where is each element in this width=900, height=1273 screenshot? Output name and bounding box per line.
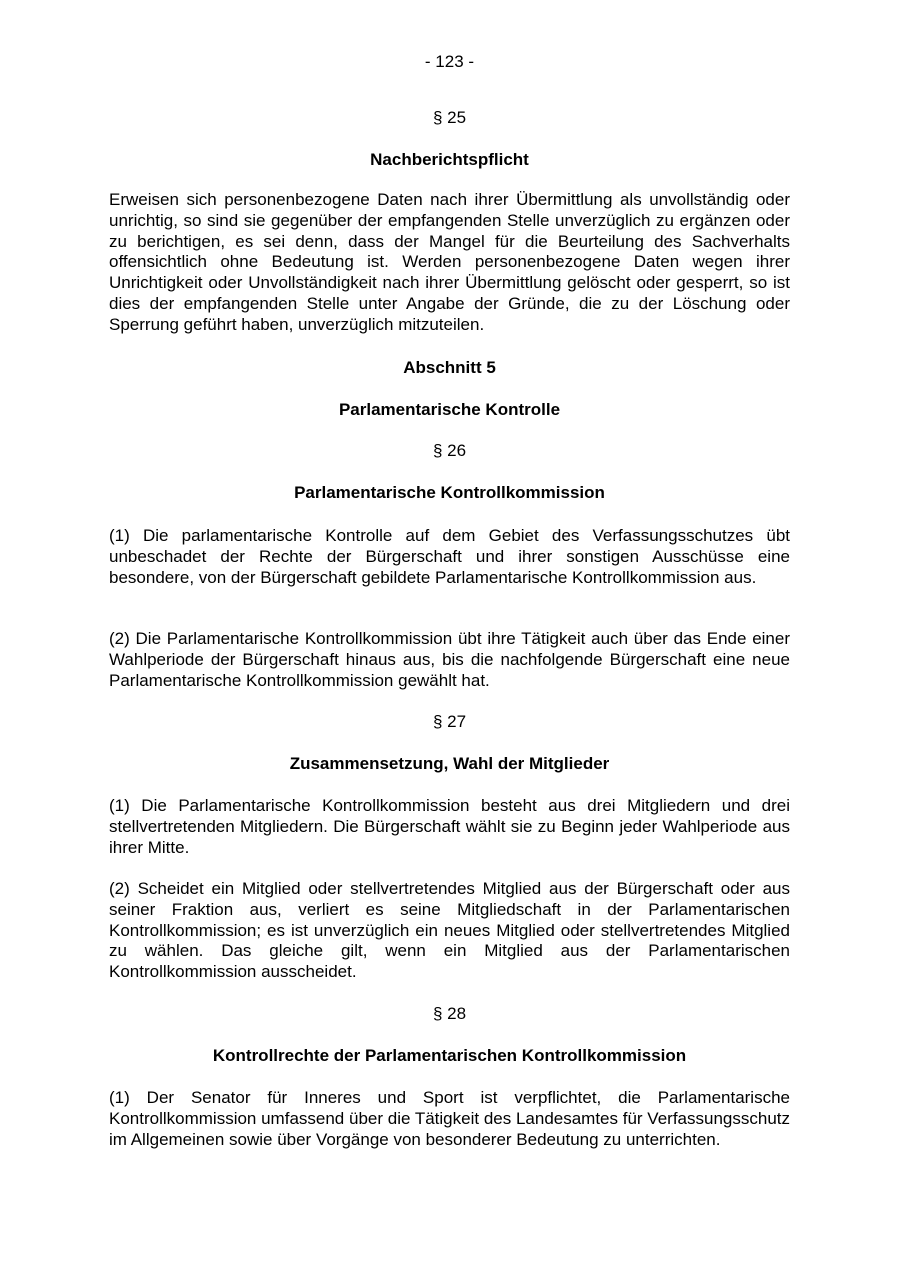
section-25-number: § 25 [432, 108, 467, 127]
section-26-number: § 26 [432, 441, 467, 460]
section-27-title: Zusammensetzung, Wahl der Mitglieder [289, 754, 610, 773]
section-28-paragraph-1: (1) Der Senator für Inneres und Sport ist verpflichtet, die Parlamentarische Kontrollkommission umfassend über die Tätigkeit des Landesamtes für Verfassungsschutz im Allgemeinen sowie über Vorgänge von besonderer Bedeutung zu unterrichten. [109, 1088, 790, 1149]
section-27-paragraph-1: (1) Die Parlamentarische Kontrollkommission besteht aus drei Mitgliedern und drei stellvertretenden Mitgliedern. Die Bürgerschaft wählt sie zu Beginn jeder Wahlperiode aus ihrer Mitte. [109, 796, 790, 857]
section-27-paragraph-2: (2) Scheidet ein Mitglied oder stellvertretendes Mitglied aus der Bürgerschaft oder aus seiner Fraktion aus, verliert es seine Mitgliedschaft in der Parlamentarischen Kontrollkommission; es ist unverzüglich ein neues Mitglied oder stellvertretendes Mitglied zu wählen. Das gleiche gilt, wenn ein Mitglied aus der Parlamentarischen Kontrollkommission ausscheidet. [109, 879, 790, 982]
section-26-title: Parlamentarische Kontrollkommission [294, 483, 605, 502]
section-28-title: Kontrollrechte der Parlamentarischen Kontrollkommission [212, 1046, 687, 1065]
section-28-number: § 28 [432, 1004, 467, 1023]
section-25-title: Nachberichtspflicht [370, 150, 529, 169]
section-26-paragraph-1: (1) Die parlamentarische Kontrolle auf dem Gebiet des Verfassungsschutzes übt unbeschadet der Rechte der Bürgerschaft und ihrer sonstigen Ausschüsse eine besondere, von der Bürgerschaft gebildete Parlamentarische Kontrollkommission aus. [109, 526, 790, 587]
section-27-number: § 27 [432, 712, 467, 731]
section-26-paragraph-2: (2) Die Parlamentarische Kontrollkommission übt ihre Tätigkeit auch über das Ende einer Wahlperiode der Bürgerschaft hinaus aus, bis die nachfolgende Bürgerschaft eine neue Parlamentarische Kontrollkommission gewählt hat. [109, 629, 790, 690]
section-25-paragraph: Erweisen sich personenbezogene Daten nach ihrer Übermittlung als unvollständig oder unrichtig, so sind sie gegenüber der empfangenden Stelle unverzüglich zu ergänzen oder zu berichtigen, es sei denn, dass der Mangel für die Beurteilung des Sachverhalts offensichtlich ohne Bedeutung ist. Werden personenbezogene Daten wegen ihrer Unrichtigkeit oder Unvollständigkeit nach ihrer Übermittlung gelöscht oder gesperrt, so ist dies der empfangenden Stelle unter Angabe der Gründe, die zu der Löschung oder Sperrung geführt haben, unverzüglich mitzuteilen. [109, 190, 790, 334]
chapter-title: Parlamentarische Kontrolle [338, 400, 561, 419]
page-number: - 123 - [424, 52, 475, 71]
chapter-number: Abschnitt 5 [403, 358, 496, 377]
